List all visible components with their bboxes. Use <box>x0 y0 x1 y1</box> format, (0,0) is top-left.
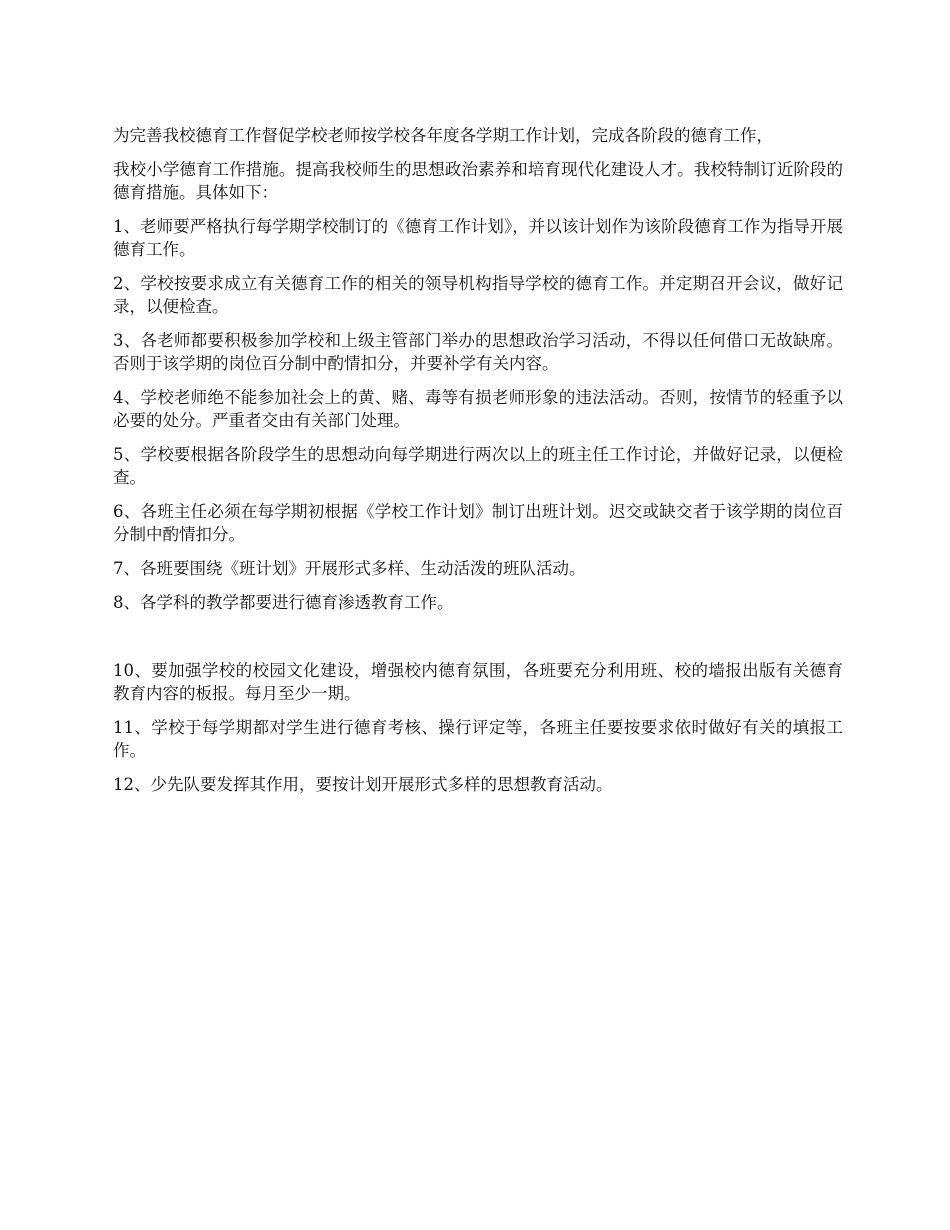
list-item-11: 11、学校于每学期都对学生进行德育考核、操行评定等，各班主任要按要求依时做好有关的填报工作。 <box>113 718 843 760</box>
blank-gap <box>113 625 843 659</box>
list-item-12: 12、少先队要发挥其作用，要按计划开展形式多样的思想教育活动。 <box>113 775 613 794</box>
list-item-5: 5、学校要根据各阶段学生的思想动向每学期进行两次以上的班主任工作讨论，并做好记录，以便检查。 <box>113 445 843 487</box>
list-item-1: 1、老师要严格执行每学期学校制订的《德育工作计划》，并以该计划作为该阶段德育工作为指导开展德育工作。 <box>113 217 843 259</box>
list-item-4: 4、学校老师绝不能参加社会上的黄、赌、毒等有损老师形象的违法活动。否则，按情节的轻重予以必要的处分。严重者交由有关部门处理。 <box>113 388 843 430</box>
list-item-6: 6、各班主任必须在每学期初根据《学校工作计划》制订出班计划。迟交或缺交者于该学期的岗位百分制中酌情扣分。 <box>113 502 843 544</box>
list-item-3: 3、各老师都要积极参加学校和上级主管部门举办的思想政治学习活动，不得以任何借口无故缺席。否则于该学期的岗位百分制中酌情扣分，并要补学有关内容。 <box>113 331 843 373</box>
list-item-10: 10、要加强学校的校园文化建设，增强校内德育氛围，各班要充分利用班、校的墙报出版有关德育教育内容的板报。每月至少一期。 <box>113 661 843 703</box>
list-item-2: 2、学校按要求成立有关德育工作的相关的领导机构指导学校的德育工作。并定期召开会议，做好记录，以便检查。 <box>113 274 843 316</box>
measures-intro-paragraph: 我校小学德育工作措施。提高我校师生的思想政治素养和培育现代化建设人才。我校特制订近阶段的德育措施。具体如下： <box>113 160 843 202</box>
intro-paragraph: 为完善我校德育工作督促学校老师按学校各年度各学期工作计划，完成各阶段的德育工作， <box>113 126 773 145</box>
list-item-7: 7、各班要围绕《班计划》开展形式多样、生动活泼的班队活动。 <box>113 559 586 578</box>
list-item-8: 8、各学科的教学都要进行德育渗透教育工作。 <box>113 593 454 612</box>
document-body <box>113 124 843 807</box>
